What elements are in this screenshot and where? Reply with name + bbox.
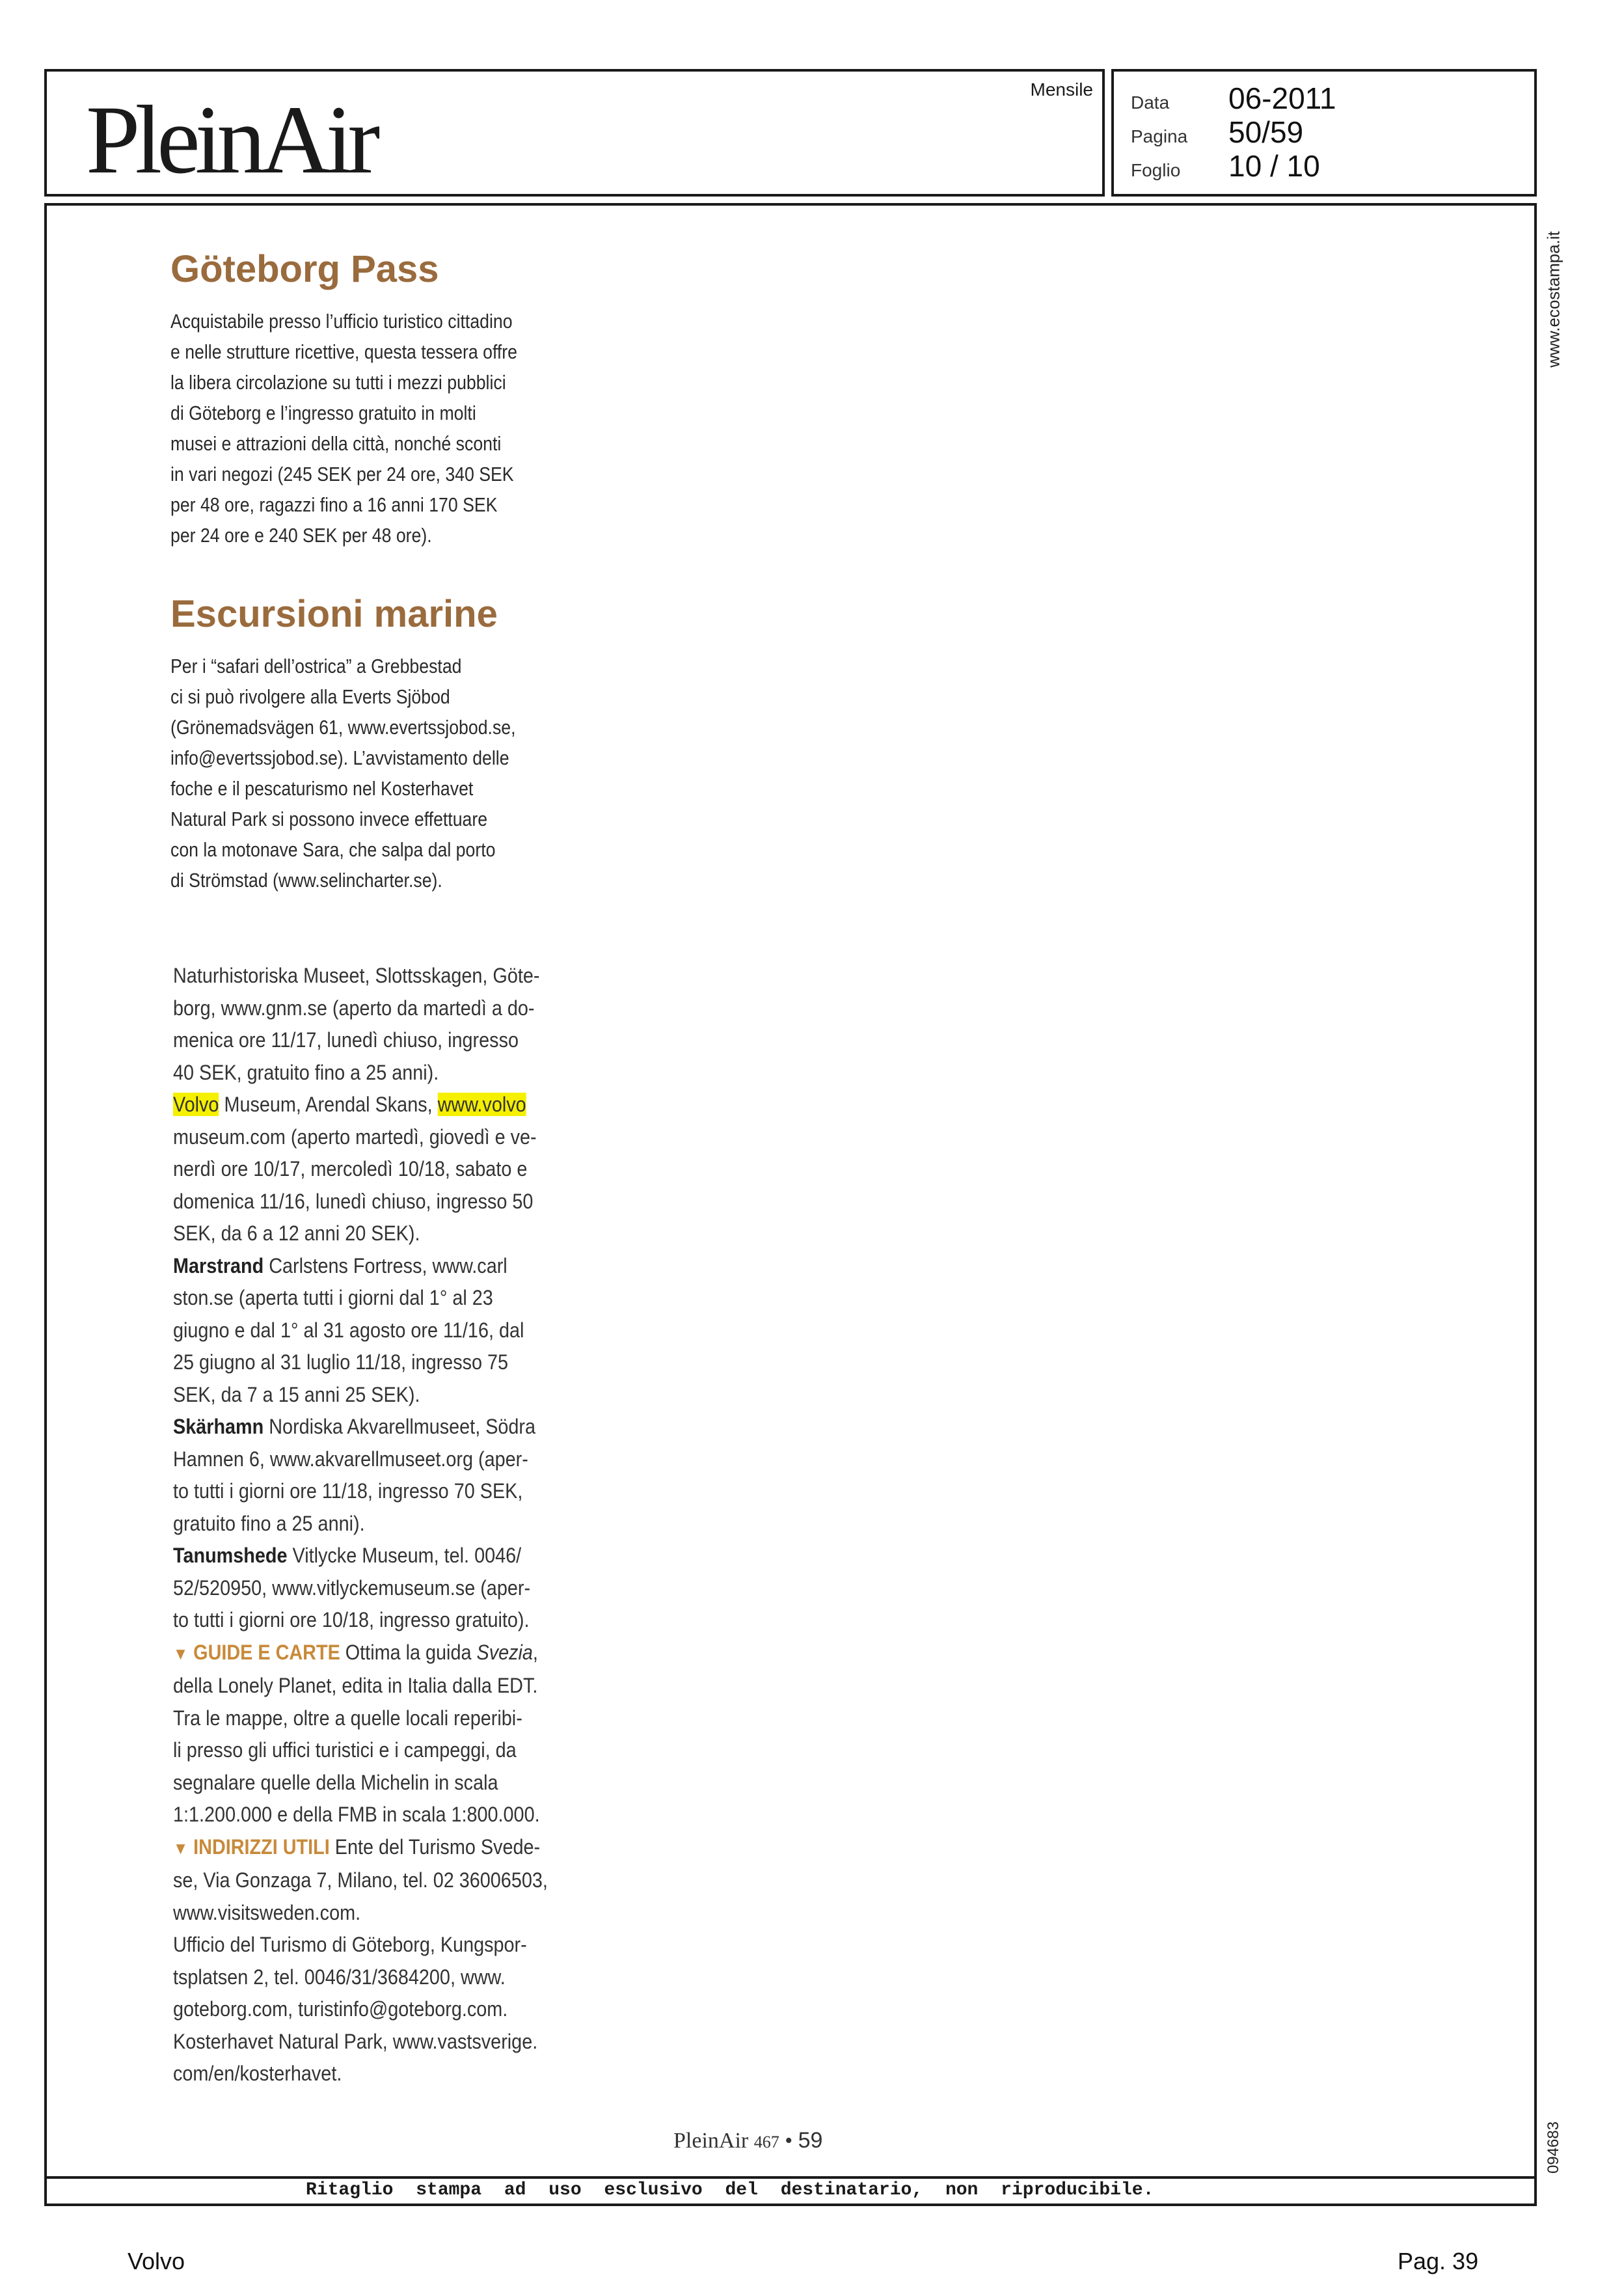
body-line: in vari negozi (245 SEK per 24 ore, 340 SEK bbox=[170, 463, 514, 485]
info-line: Kosterhavet Natural Park, www.vastsverige. bbox=[173, 2029, 538, 2053]
info-line: segnalare quelle della Michelin in scala bbox=[173, 1770, 498, 1794]
clipping-notice: Ritaglio stampa ad uso esclusivo del destinatario, non riproducibile. bbox=[306, 2180, 1154, 2200]
meta-value: 50/59 bbox=[1228, 115, 1304, 149]
side-url: www.ecostampa.it bbox=[1543, 231, 1563, 368]
meta-label: Pagina bbox=[1131, 126, 1188, 146]
body-line: di Strömstad (www.selincharter.se). bbox=[170, 869, 442, 892]
meta-label: Foglio bbox=[1131, 160, 1181, 180]
info-line: borg, www.gnm.se (aperto da martedì a do- bbox=[173, 996, 535, 1020]
frequency-label: Mensile bbox=[1030, 79, 1093, 100]
info-line: Naturhistoriska Museet, Slottsskagen, Göte- bbox=[173, 964, 540, 987]
side-code: 094683 bbox=[1545, 2121, 1562, 2174]
meta-value: 06-2011 bbox=[1228, 81, 1336, 115]
info-line: della Lonely Planet, edita in Italia dalla EDT. bbox=[173, 1674, 538, 1697]
body-line: Per i “safari dell’ostrica” a Grebbestad bbox=[170, 655, 462, 677]
info-line: www.visitsweden.com. bbox=[173, 1900, 361, 1924]
info-line-volvo: Volvo Museum, Arendal Skans, www.volvo bbox=[173, 1093, 526, 1116]
meta-row-pagina bbox=[1131, 115, 1303, 150]
body-line: (Grönemadsvägen 61, www.evertssjobod.se, bbox=[170, 716, 516, 739]
info-line: Marstrand Carlstens Fortress, www.carl bbox=[173, 1253, 508, 1277]
info-line: museum.com (aperto martedì, giovedì e ve- bbox=[173, 1125, 537, 1149]
info-line: 40 SEK, gratuito fino a 25 anni). bbox=[173, 1060, 439, 1084]
info-line: tsplatsen 2, tel. 0046/31/3684200, www. bbox=[173, 1965, 506, 1989]
meta-label: Data bbox=[1131, 92, 1170, 113]
header-masthead bbox=[44, 69, 1105, 197]
body-line: di Göteborg e l’ingresso gratuito in molti bbox=[170, 402, 476, 424]
info-line: to tutti i giorni ore 11/18, ingresso 70 SEK, bbox=[173, 1479, 523, 1503]
body-line: ci si può rivolgere alla Everts Sjöbod bbox=[170, 685, 450, 708]
triangle-down-icon: ▼ bbox=[173, 1838, 189, 1858]
info-line: ston.se (aperta tutti i giorni dal 1° al 23 bbox=[173, 1286, 493, 1309]
info-line: menica ore 11/17, lunedì chiuso, ingresso bbox=[173, 1028, 519, 1052]
section-title-escursioni-marine: Escursioni marine bbox=[170, 593, 498, 635]
info-line: 25 giugno al 31 luglio 11/18, ingresso 75 bbox=[173, 1350, 509, 1374]
triangle-down-icon: ▼ bbox=[173, 1643, 189, 1663]
client-label: Volvo bbox=[128, 2248, 185, 2274]
info-line: to tutti i giorni ore 10/18, ingresso gratuito). bbox=[173, 1608, 530, 1631]
guide-heading: GUIDE E CARTE bbox=[193, 1640, 340, 1664]
info-line: gratuito fino a 25 anni). bbox=[173, 1511, 365, 1535]
info-line-guide: ▼ GUIDE E CARTE Ottima la guida Svezia, bbox=[173, 1640, 538, 1664]
footer-divider bbox=[44, 2176, 1537, 2179]
body-line: per 48 ore, ragazzi fino a 16 anni 170 SEK bbox=[170, 493, 498, 516]
info-line: li presso gli uffici turistici e i campeggi, da bbox=[173, 1738, 517, 1762]
body-line: per 24 ore e 240 SEK per 48 ore). bbox=[170, 524, 432, 547]
info-line: Ufficio del Turismo di Göteborg, Kungspor- bbox=[173, 1933, 527, 1956]
body-line: con la motonave Sara, che salpa dal porto bbox=[170, 838, 496, 861]
info-line: Tra le mappe, oltre a quelle locali reperibi- bbox=[173, 1706, 522, 1730]
magazine-logo: PleinAir bbox=[86, 86, 375, 194]
place-name: Marstrand bbox=[173, 1253, 264, 1277]
body-line: e nelle strutture ricettive, questa tessera offre bbox=[170, 340, 517, 363]
info-line: Skärhamn Nordiska Akvarellmuseet, Södra bbox=[173, 1415, 536, 1438]
magazine-page-number: PleinAir 467 • 59 bbox=[673, 2128, 823, 2153]
info-line: 1:1.200.000 e della FMB in scala 1:800.000. bbox=[173, 1803, 540, 1826]
info-line: com/en/kosterhavet. bbox=[173, 2062, 342, 2085]
body-line: musei e attrazioni della città, nonché sconti bbox=[170, 432, 502, 455]
info-line: Tanumshede Vitlycke Museum, tel. 0046/ bbox=[173, 1544, 522, 1567]
body-line: Acquistabile presso l’ufficio turistico cittadino bbox=[170, 310, 513, 333]
info-line: 52/520950, www.vitlyckemuseum.se (aper- bbox=[173, 1576, 531, 1600]
section-title-goteborg-pass: Göteborg Pass bbox=[170, 248, 439, 290]
header-meta bbox=[1111, 69, 1537, 197]
body-line: foche e il pescaturismo nel Kosterhavet bbox=[170, 777, 474, 800]
info-line: SEK, da 6 a 12 anni 20 SEK). bbox=[173, 1221, 420, 1245]
info-line: goteborg.com, turistinfo@goteborg.com. bbox=[173, 1997, 508, 2021]
body-line: Natural Park si possono invece effettuare bbox=[170, 808, 488, 830]
place-name: Tanumshede bbox=[173, 1544, 288, 1567]
body-line: la libera circolazione su tutti i mezzi pubblici bbox=[170, 371, 506, 394]
info-line: se, Via Gonzaga 7, Milano, tel. 02 36006503, bbox=[173, 1868, 548, 1892]
info-line-addresses: ▼ INDIRIZZI UTILI Ente del Turismo Svede- bbox=[173, 1835, 541, 1859]
meta-value: 10 / 10 bbox=[1228, 149, 1320, 183]
addresses-heading: INDIRIZZI UTILI bbox=[193, 1835, 330, 1859]
info-line: nerdì ore 10/17, mercoledì 10/18, sabato e bbox=[173, 1157, 528, 1180]
meta-row-data bbox=[1131, 81, 1336, 116]
info-line: giugno e dal 1° al 31 agosto ore 11/16, dal bbox=[173, 1318, 524, 1342]
info-line: SEK, da 7 a 15 anni 25 SEK). bbox=[173, 1382, 420, 1406]
info-column bbox=[173, 960, 602, 2090]
info-line: domenica 11/16, lunedì chiuso, ingresso 50 bbox=[173, 1189, 534, 1213]
place-name: Skärhamn bbox=[173, 1415, 264, 1438]
section-body-goteborg-pass bbox=[170, 306, 587, 551]
section-body-escursioni-marine bbox=[170, 651, 587, 895]
highlight-volvo-url: www.volvo bbox=[437, 1093, 526, 1116]
meta-row-foglio bbox=[1131, 148, 1320, 184]
page-label: Pag. 39 bbox=[1398, 2248, 1479, 2274]
body-line: info@evertssjobod.se). L’avvistamento delle bbox=[170, 746, 509, 769]
info-line: Hamnen 6, www.akvarellmuseet.org (aper- bbox=[173, 1447, 528, 1471]
highlight-volvo: Volvo bbox=[173, 1093, 219, 1116]
